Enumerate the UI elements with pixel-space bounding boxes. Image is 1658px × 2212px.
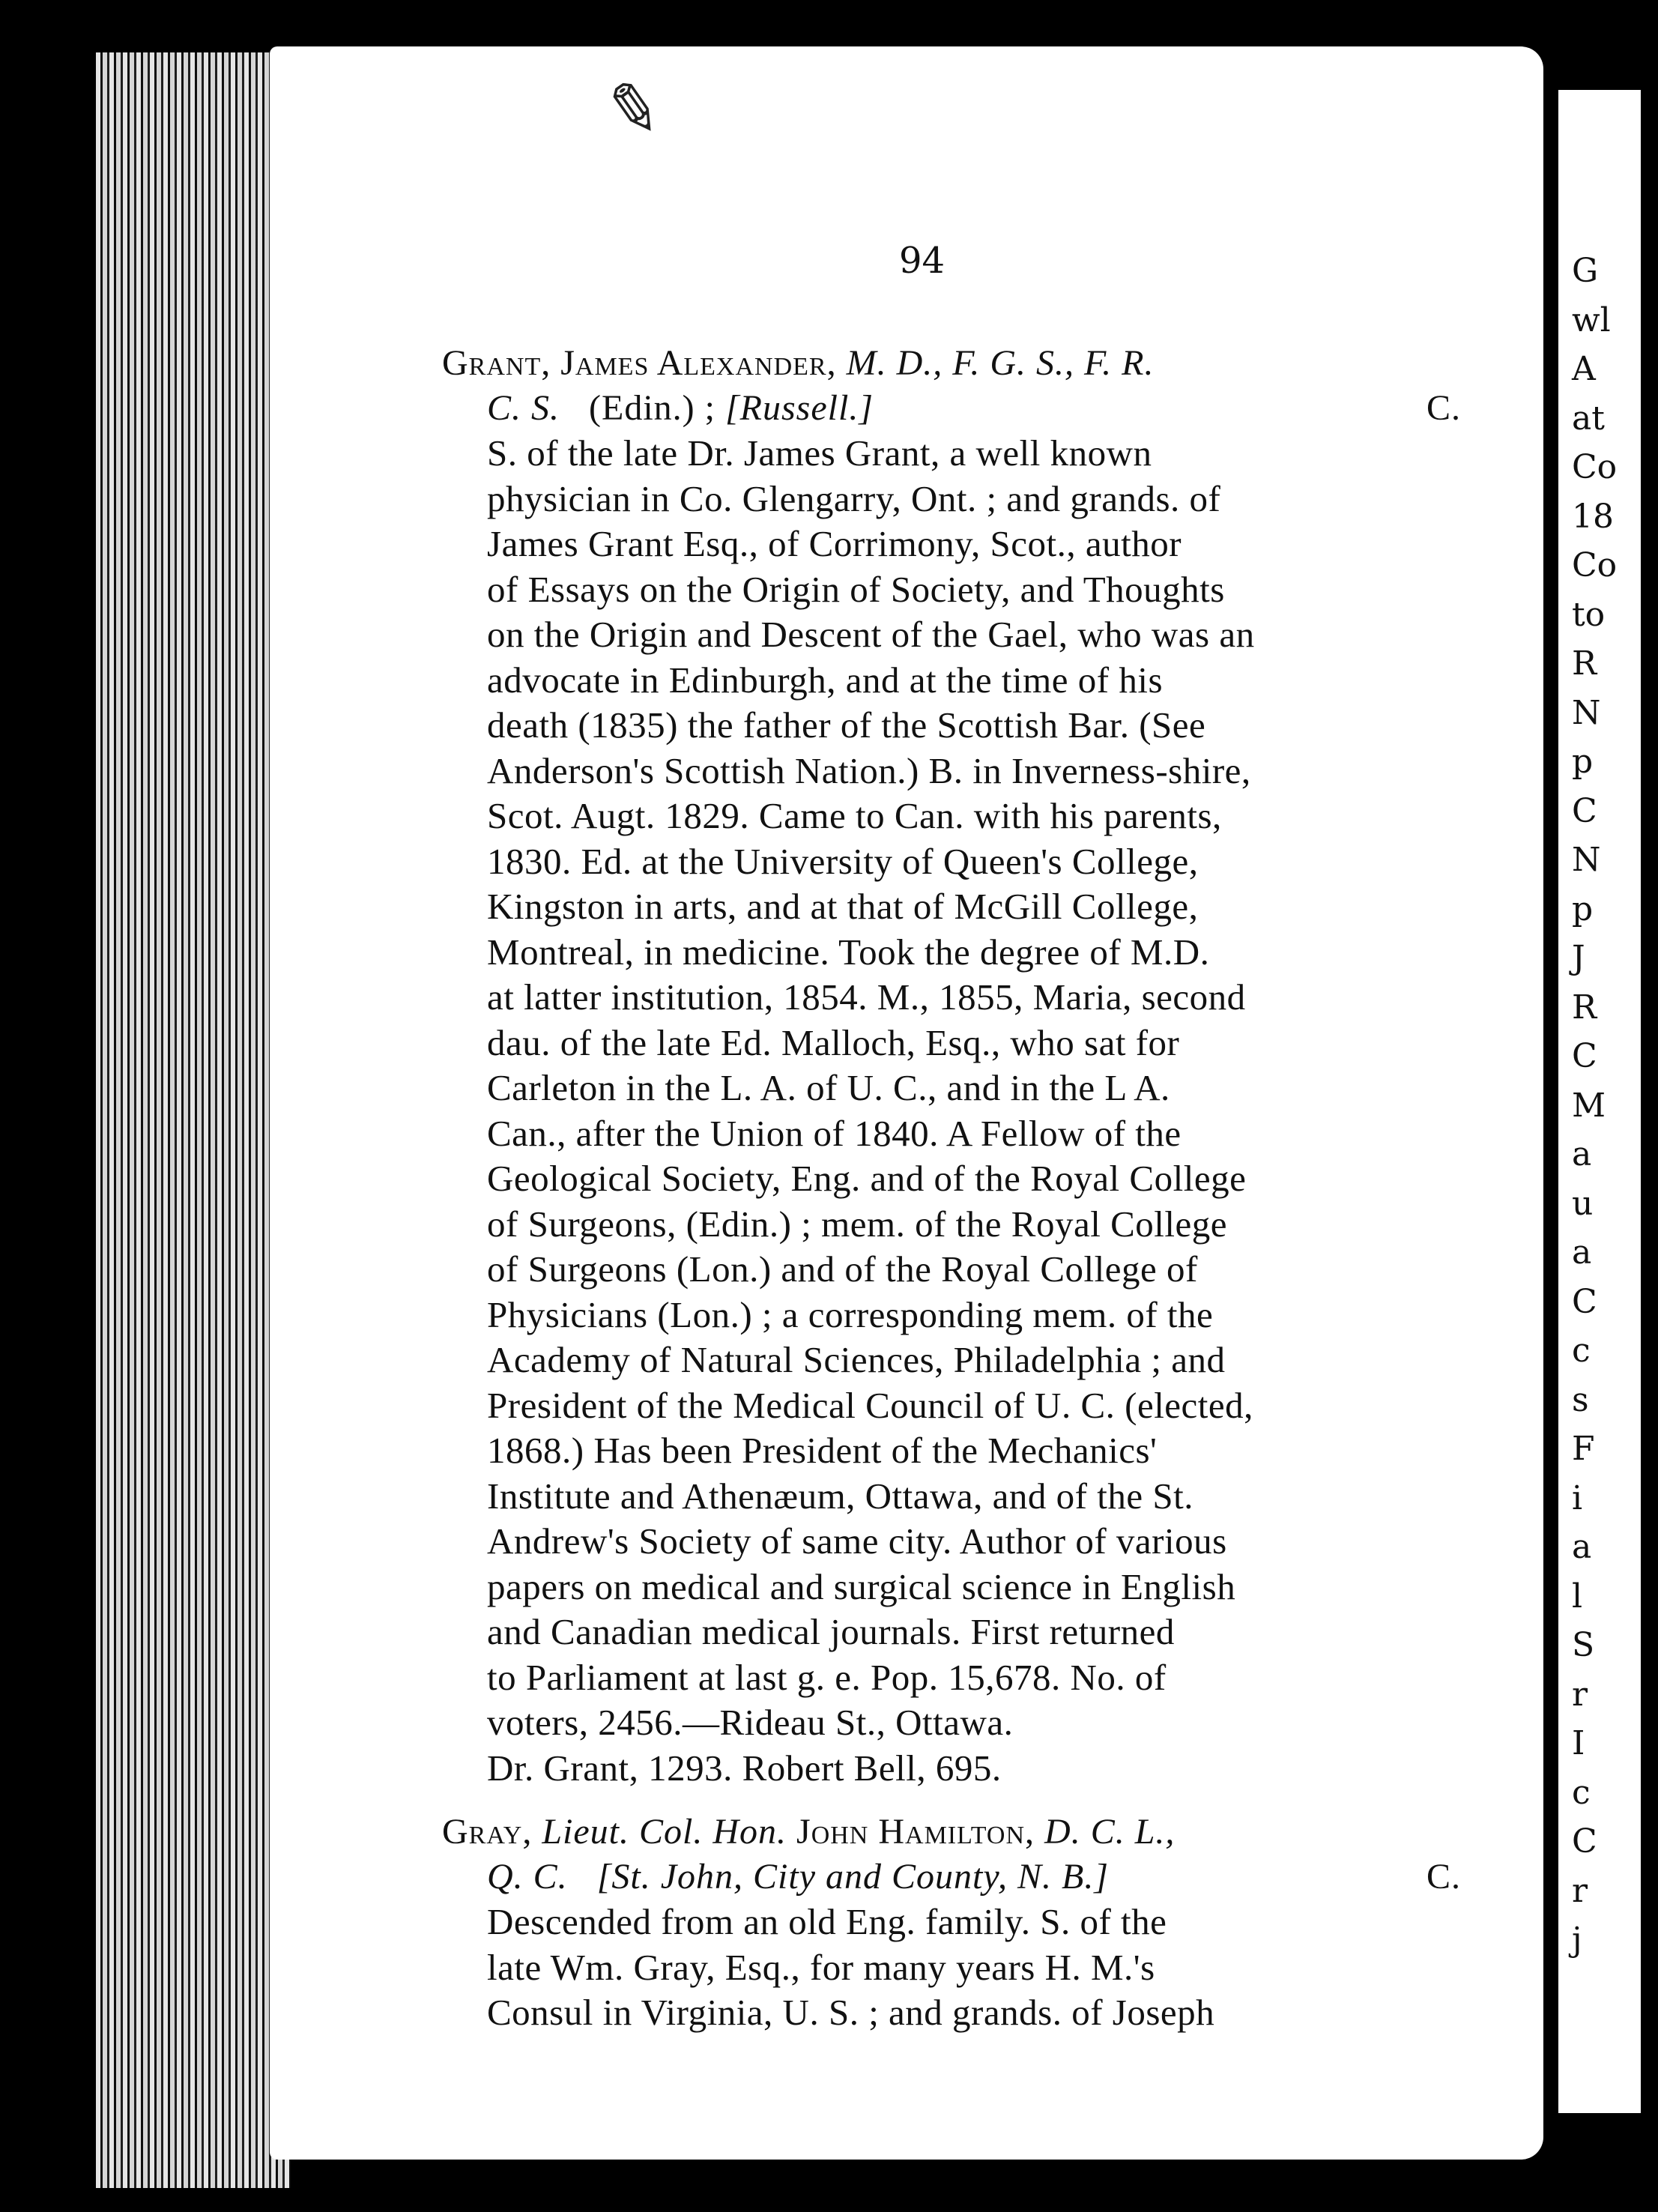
- body-line: of Essays on the Origin of Society, and Thoughts: [487, 568, 1225, 610]
- election-results: Dr. Grant, 1293. Robert Bell, 695.: [487, 1747, 1002, 1789]
- body-line: Andrew's Society of same city. Author of various: [487, 1520, 1227, 1562]
- body-line: Consul in Virginia, U. S. ; and grands. of Joseph: [487, 1992, 1215, 2033]
- body-line: Carleton in the L. A. of U. C., and in the L A.: [487, 1067, 1170, 1108]
- adjacent-page-letter: a: [1572, 1528, 1592, 1566]
- adjacent-page-letter: wl: [1572, 300, 1611, 339]
- entry-forenames: John Hamilton,: [796, 1812, 1035, 1852]
- body-line: papers on medical and surgical science in English: [487, 1565, 1236, 1607]
- adjacent-page-letter: M: [1572, 1086, 1606, 1125]
- body-line: of Surgeons (Lon.) and of the Royal College of: [487, 1248, 1198, 1290]
- entry-surname: Gray,: [442, 1812, 533, 1852]
- entry-body: [442, 431, 1461, 1746]
- entry-grant: [442, 341, 1461, 1791]
- body-line: Academy of Natural Sciences, Philadelphia ; and: [487, 1339, 1226, 1380]
- adjacent-page-letter: p: [1572, 889, 1594, 928]
- adjacent-page-letter: I: [1572, 1724, 1585, 1762]
- adjacent-page-letter: J: [1572, 939, 1585, 977]
- book-spine: [96, 52, 291, 2188]
- adjacent-page-letter: p: [1572, 743, 1594, 781]
- adjacent-page-letter: A: [1572, 350, 1596, 388]
- body-line: Institute and Athenæum, Ottawa, and of the St.: [487, 1475, 1193, 1517]
- body-line: advocate in Edinburgh, and at the time of his: [487, 659, 1164, 701]
- body-line: 1830. Ed. at the University of Queen's College,: [487, 840, 1199, 882]
- adjacent-page-letter: C: [1572, 791, 1597, 830]
- entry-gray: [442, 1810, 1461, 2036]
- body-line: Montreal, in medicine. Took the degree of M.D.: [487, 931, 1210, 973]
- entry-forenames: James Alexander,: [560, 343, 837, 383]
- adjacent-page-letter: to: [1572, 595, 1606, 634]
- body-line: of Surgeons, (Edin.) ; mem. of the Royal College: [487, 1203, 1227, 1245]
- entry-degrees-cont: Q. C.: [487, 1857, 568, 1897]
- body-line: Physicians (Lon.) ; a corresponding mem. of the: [487, 1293, 1214, 1335]
- adjacent-page-letter: c: [1572, 1773, 1591, 1812]
- body-line: 1868.) Has been President of the Mechanics': [487, 1430, 1158, 1471]
- body-line: late Wm. Gray, Esq., for many years H. M.'s: [487, 1946, 1155, 1988]
- body-line: physician in Co. Glengarry, Ont. ; and grands. of: [487, 477, 1221, 519]
- entry-constituency: [St. John, City and County, N. B.]: [596, 1857, 1110, 1897]
- adjacent-page-letter: C: [1572, 1037, 1597, 1075]
- adjacent-page-letter: r: [1572, 1871, 1588, 1910]
- body-line: and Canadian medical journals. First returned: [487, 1611, 1175, 1652]
- adjacent-page-letter: s: [1572, 1380, 1589, 1419]
- body-line: on the Origin and Descent of the Gael, who was an: [487, 614, 1255, 655]
- body-line: Descended from an old Eng. family. S. of the: [487, 1901, 1167, 1942]
- adjacent-page-letter: S: [1572, 1626, 1595, 1664]
- adjacent-page-letter: C: [1572, 1822, 1597, 1861]
- entry-surname: Grant,: [442, 343, 551, 383]
- entry-title: Lieut. Col. Hon.: [542, 1812, 787, 1852]
- entry-heading: [442, 341, 1461, 431]
- adjacent-page-letter: a: [1572, 1135, 1592, 1173]
- adjacent-page-letter: l: [1572, 1577, 1583, 1616]
- body-line: death (1835) the father of the Scottish Bar. (See: [487, 704, 1206, 746]
- entry-place: (Edin.) ;: [589, 388, 715, 428]
- body-line: President of the Medical Council of U. C. (elected,: [487, 1384, 1253, 1426]
- body-line: Can., after the Union of 1840. A Fellow of the: [487, 1112, 1182, 1154]
- body-line: Geological Society, Eng. and of the Royal College: [487, 1158, 1247, 1199]
- adjacent-page-letter: G: [1572, 252, 1599, 290]
- entry-degrees: D. C. L.,: [1044, 1812, 1176, 1852]
- body-line: dau. of the late Ed. Malloch, Esq., who sat for: [487, 1021, 1180, 1063]
- adjacent-page-letter: at: [1572, 399, 1605, 438]
- entry-heading: [442, 1810, 1461, 1900]
- adjacent-page-letter: r: [1572, 1675, 1588, 1714]
- entry-constituency: [Russell.]: [724, 388, 874, 428]
- body-line: voters, 2456.—Rideau St., Ottawa.: [487, 1702, 1014, 1743]
- adjacent-page-letter: F: [1572, 1430, 1595, 1468]
- entry-degrees: M. D., F. G. S., F. R.: [846, 343, 1155, 383]
- body-line: Anderson's Scottish Nation.) B. in Inverness-shire,: [487, 749, 1251, 791]
- body-line: Kingston in arts, and at that of McGill College,: [487, 886, 1199, 927]
- entry-party: C.: [1426, 1857, 1461, 1897]
- adjacent-page-letter: c: [1572, 1332, 1591, 1370]
- adjacent-page-edge: [1558, 90, 1641, 2113]
- body-line: to Parliament at last g. e. Pop. 15,678. No. of: [487, 1656, 1167, 1698]
- adjacent-page-letter: 18: [1572, 497, 1614, 536]
- adjacent-page-letter: Co: [1572, 546, 1618, 584]
- body-line: S. of the late Dr. James Grant, a well known: [487, 432, 1152, 474]
- adjacent-page-letter: a: [1572, 1233, 1592, 1272]
- adjacent-page-letter: C: [1572, 1282, 1597, 1321]
- body-line: Scot. Augt. 1829. Came to Can. with his parents,: [487, 795, 1222, 836]
- adjacent-page-letter: u: [1572, 1184, 1594, 1223]
- adjacent-page-letter: N: [1572, 693, 1601, 732]
- body-line: at latter institution, 1854. M., 1855, Maria, second: [487, 976, 1246, 1018]
- adjacent-page-letter: R: [1572, 644, 1597, 683]
- adjacent-page-letter: N: [1572, 841, 1601, 879]
- adjacent-page-letter: Co: [1572, 448, 1618, 486]
- adjacent-page-letter: R: [1572, 988, 1597, 1027]
- entry-body: [442, 1900, 1461, 2036]
- entry-party: C.: [1426, 388, 1461, 428]
- adjacent-page-letter: j: [1572, 1921, 1582, 1959]
- page-number: 94: [899, 240, 946, 282]
- body-line: James Grant Esq., of Corrimony, Scot., author: [487, 523, 1182, 564]
- ink-mark: ✎: [599, 66, 668, 154]
- adjacent-page-letter: i: [1572, 1478, 1583, 1517]
- entry-degrees-cont: C. S.: [487, 388, 560, 428]
